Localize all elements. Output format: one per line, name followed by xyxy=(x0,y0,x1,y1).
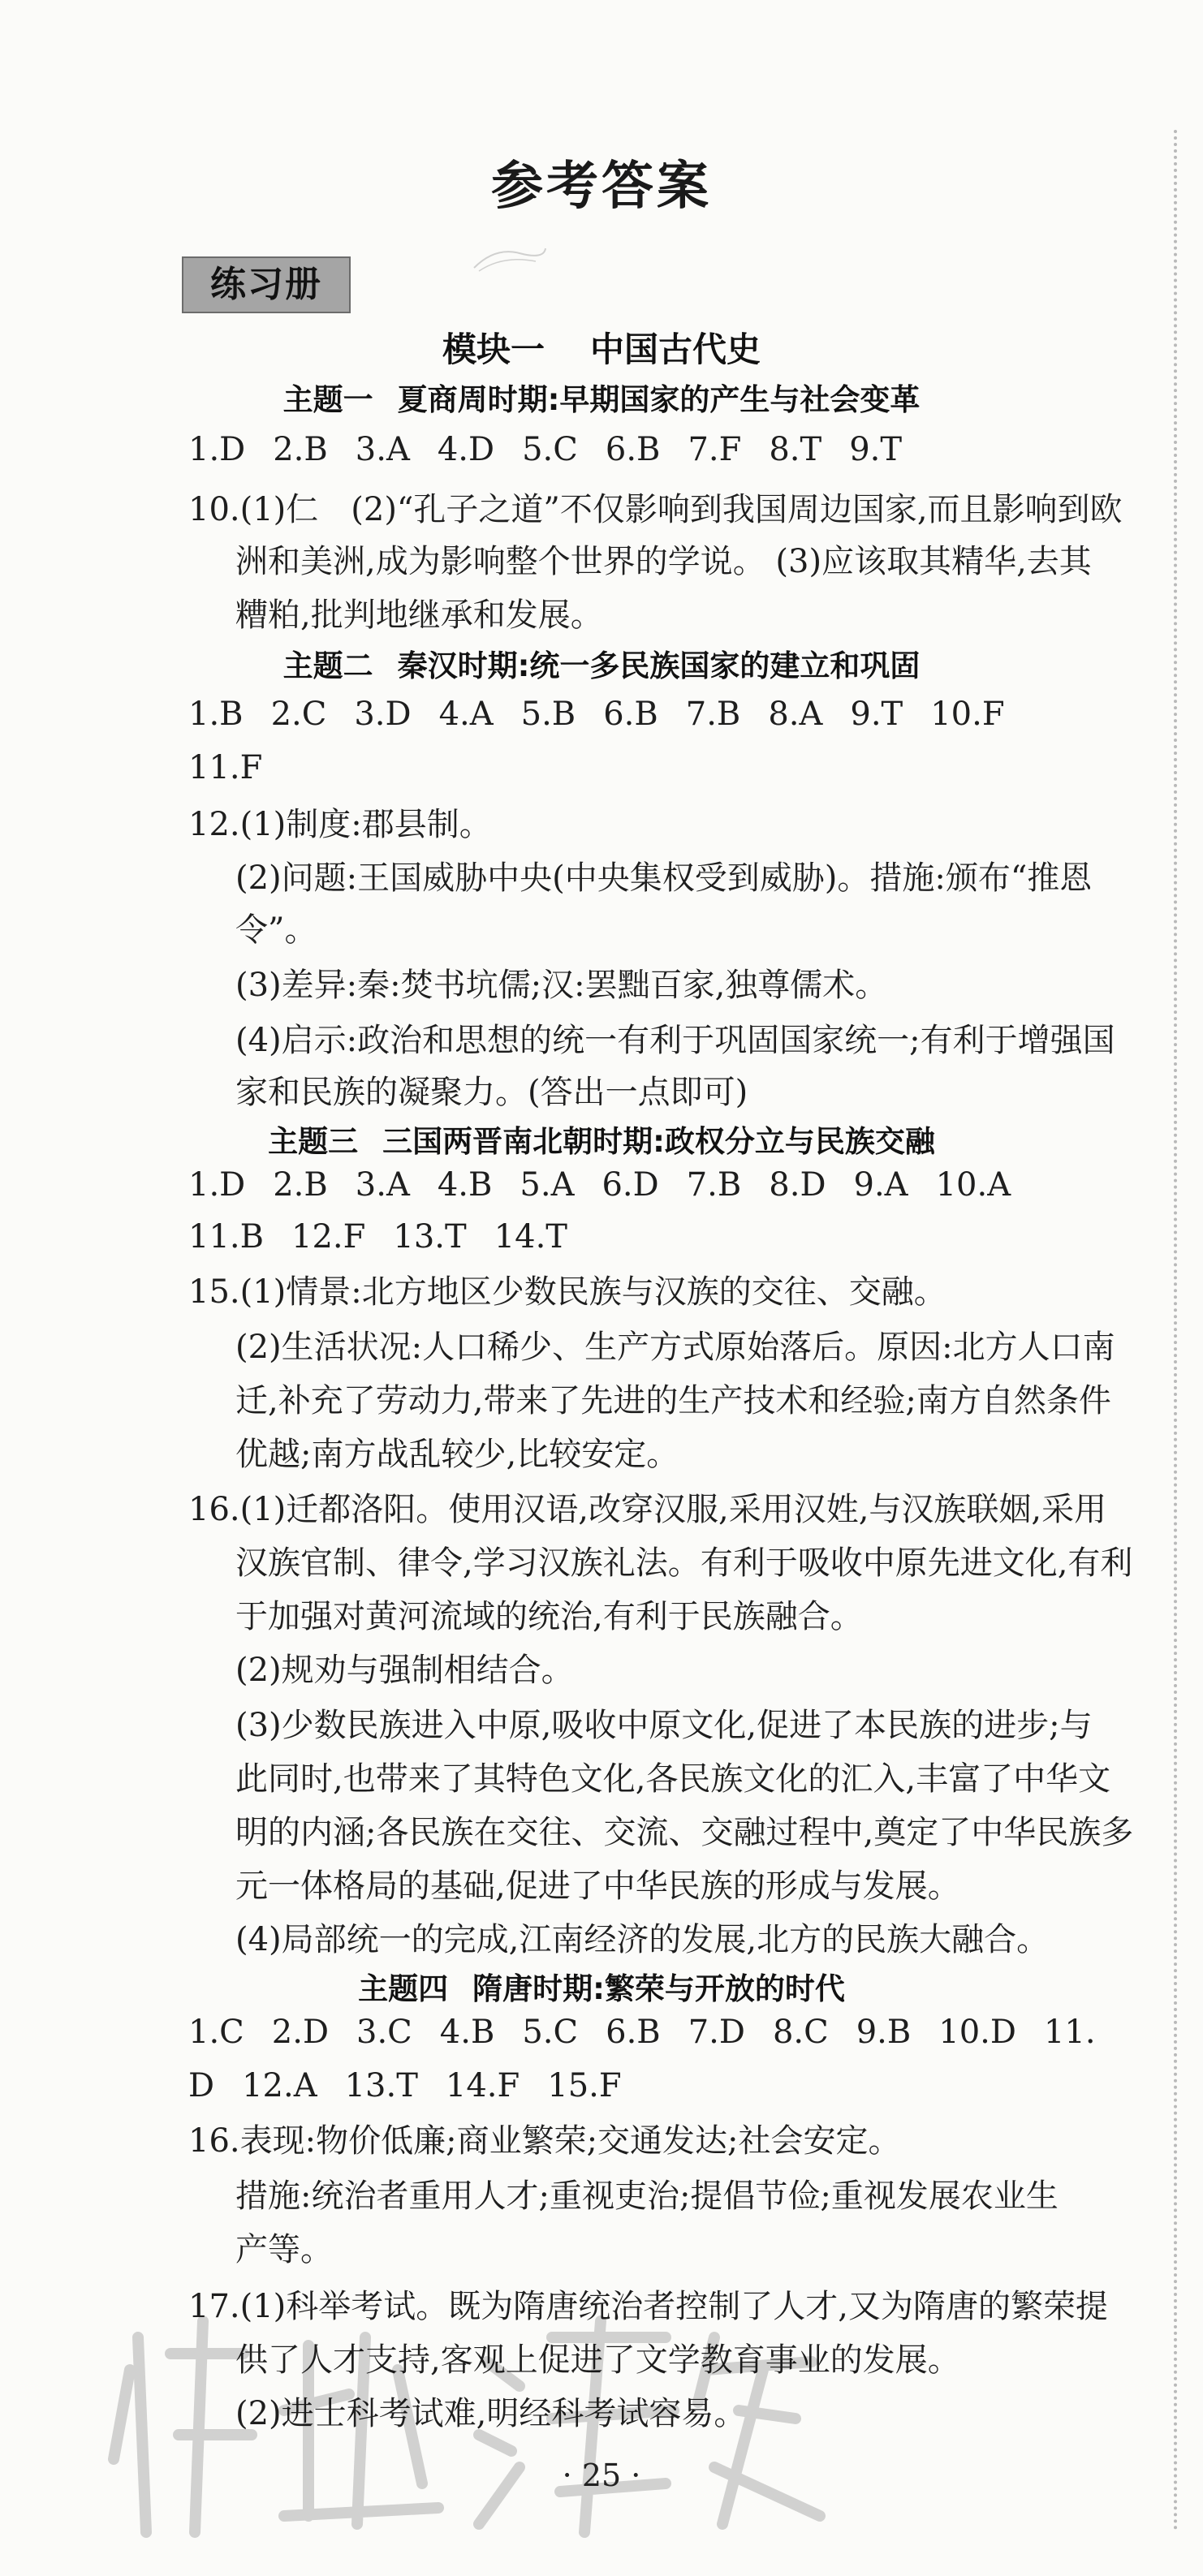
answer-item: 3.C xyxy=(356,2014,412,2051)
answer-item: 6.B xyxy=(605,431,661,468)
module-heading xyxy=(0,323,1203,372)
answer-item: 4.B xyxy=(439,2014,495,2051)
answer-text-line: 15.(1)情景:北方地区少数民族与汉族的交往、交融。 xyxy=(188,1273,946,1311)
answer-item: 10.D xyxy=(938,2014,1016,2051)
faint-stamp-graphic xyxy=(471,242,549,274)
answer-item: 6.B xyxy=(603,696,658,733)
answer-item: 7.F xyxy=(688,431,742,468)
answer-text-line: 16.表现:物价低廉;商业繁荣;交通发达;社会安定。 xyxy=(188,2122,901,2160)
answer-text-line: 于加强对黄河流域的统治,有利于民族融合。 xyxy=(235,1598,863,1635)
topic-title: 秦汉时期:统一多民族国家的建立和巩固 xyxy=(397,648,921,683)
answer-text-line: (4)局部统一的完成,江南经济的发展,北方的民族大融合。 xyxy=(235,1921,1050,1958)
answer-text-line: 10.(1)仁 (2)“孔子之道”不仅影响到我国周边国家,而且影响到欧 xyxy=(188,491,1123,528)
module-number: 模块一 xyxy=(442,330,545,369)
answer-item: 2.B xyxy=(273,1166,328,1204)
answer-item: 9.T xyxy=(850,696,903,733)
answer-item: 9.T xyxy=(849,431,903,468)
answer-item: 10.A xyxy=(935,1166,1011,1204)
answer-text-line: 此同时,也带来了其特色文化,各民族文化的汇入,丰富了中华文 xyxy=(235,1760,1111,1798)
margin-dotted-rule xyxy=(1174,130,1177,2532)
answer-item: 6.D xyxy=(602,1166,659,1204)
answer-item: 2.B xyxy=(273,431,328,468)
choice-answers-row xyxy=(188,691,1005,737)
answer-item: 9.B xyxy=(856,2014,912,2051)
answer-text-line: 洲和美洲,成为影响整个世界的学说。 (3)应该取其精华,去其 xyxy=(235,543,1092,580)
answer-item: 8.C xyxy=(772,2014,829,2051)
choice-answers-row xyxy=(188,1162,1011,1208)
answer-item: 4.B xyxy=(437,1166,493,1204)
answer-text-line: 措施:统治者重用人才;重视吏治;提倡节俭;重视发展农业生 xyxy=(235,2178,1059,2215)
topic-number: 主题三 xyxy=(268,1124,359,1159)
page-title: 参考答案 xyxy=(491,157,712,217)
topic-heading xyxy=(0,375,1203,419)
answer-item: 5.A xyxy=(520,1166,575,1204)
answer-item: 2.D xyxy=(271,2014,330,2051)
topic-heading xyxy=(0,641,1203,685)
answer-text-line: 元一体格局的基础,促进了中华民族的形成与发展。 xyxy=(235,1867,960,1905)
answer-item: 3.D xyxy=(354,696,412,733)
answer-text-line: 明的内涵;各民族在交往、交流、交融过程中,奠定了中华民族多 xyxy=(235,1814,1134,1851)
topic-number: 主题四 xyxy=(358,1971,449,2006)
answer-text-line: 优越;南方战乱较少,比较安定。 xyxy=(235,1436,679,1473)
answer-item: 6.B xyxy=(606,2014,661,2051)
choice-answers-row xyxy=(188,2010,1096,2055)
answer-item: 5.C xyxy=(522,431,578,468)
choice-answers-row xyxy=(188,2063,622,2109)
answer-item: 1.B xyxy=(188,696,244,733)
answer-item: 14.F xyxy=(445,2067,520,2104)
answer-item: 13.T xyxy=(344,2067,418,2104)
topic-title: 三国两晋南北朝时期:政权分立与民族交融 xyxy=(382,1124,935,1159)
answer-text-line: (2)生活状况:人口稀少、生产方式原始落后。原因:北方人口南 xyxy=(235,1329,1115,1366)
answer-item: 4.D xyxy=(437,431,495,468)
answer-text-line: 产等。 xyxy=(235,2231,333,2268)
answer-item: D xyxy=(188,2067,215,2104)
answer-item: 11.B xyxy=(188,1218,265,1256)
module-title: 中国古代史 xyxy=(590,330,761,369)
answer-item: 10.F xyxy=(930,696,1005,733)
section-tag: 练习册 xyxy=(182,256,351,313)
answer-text-line: (3)少数民族进入中原,吸收中原文化,促进了本民族的进步;与 xyxy=(235,1707,1093,1744)
answer-item: 11. xyxy=(1043,2014,1096,2051)
answer-text-line: 11.F xyxy=(188,749,263,786)
answer-text-line: 糟粕,批判地继承和发展。 xyxy=(235,597,603,634)
answer-text-line: 迁,补充了劳动力,带来了先进的生产技术和经验;南方自然条件 xyxy=(235,1382,1111,1419)
answer-text-line: 12.(1)制度:郡县制。 xyxy=(188,806,492,843)
answer-item: 8.T xyxy=(769,431,822,468)
answer-item: 14.T xyxy=(494,1218,567,1256)
answer-text-line: (2)进士科考试难,明经科考试容易。 xyxy=(235,2395,747,2432)
answer-text-line: 家和民族的凝聚力。(答出一点即可) xyxy=(235,1074,748,1111)
answer-item: 9.A xyxy=(853,1166,908,1204)
answer-item: 13.T xyxy=(393,1218,467,1256)
answer-item: 8.D xyxy=(769,1166,826,1204)
answer-text-line: (3)差异:秦:焚书坑儒;汉:罢黜百家,独尊儒术。 xyxy=(235,967,888,1004)
answer-item: 15.F xyxy=(547,2067,622,2104)
answer-text-line: 令”。 xyxy=(235,911,317,949)
answer-item: 5.B xyxy=(520,696,576,733)
answer-item: 7.B xyxy=(685,696,741,733)
answer-text-line: (2)问题:王国威胁中央(中央集权受到威胁)。措施:颁布“推恩 xyxy=(235,859,1093,897)
answer-item: 7.D xyxy=(688,2014,745,2051)
choice-answers-row xyxy=(188,427,902,472)
answer-item: 3.A xyxy=(355,431,410,468)
answer-item: 4.A xyxy=(438,696,494,733)
answer-item: 3.A xyxy=(355,1166,410,1204)
answer-text-line: 16.(1)迁都洛阳。使用汉语,改穿汉服,采用汉姓,与汉族联姻,采用 xyxy=(188,1491,1107,1528)
answer-text-line: 汉族官制、律令,学习汉族礼法。有利于吸收中原先进文化,有利 xyxy=(235,1544,1133,1582)
answer-item: 8.A xyxy=(768,696,823,733)
answer-item: 12.F xyxy=(291,1218,366,1256)
answer-item: 1.C xyxy=(188,2014,244,2051)
answer-item: 2.C xyxy=(270,696,327,733)
answer-text-line: 17.(1)科举考试。既为隋唐统治者控制了人才,又为隋唐的繁荣提 xyxy=(188,2288,1108,2325)
answer-item: 12.A xyxy=(242,2067,317,2104)
choice-answers-row xyxy=(188,1214,567,1260)
topic-number: 主题二 xyxy=(282,648,373,683)
answer-text-line: (2)规劝与强制相结合。 xyxy=(235,1652,574,1689)
page-number: · 25 · xyxy=(562,2458,641,2493)
answer-item: 1.D xyxy=(188,431,246,468)
watermark-graphic xyxy=(97,2272,828,2540)
topic-title: 隋唐时期:繁荣与开放的时代 xyxy=(472,1971,845,2006)
topic-heading xyxy=(0,1964,1203,2008)
answer-text-line: 供了人才支持,客观上促进了文学教育事业的发展。 xyxy=(235,2341,960,2379)
answer-item: 7.B xyxy=(686,1166,742,1204)
answer-item: 1.D xyxy=(188,1166,246,1204)
answer-item: 5.C xyxy=(522,2014,579,2051)
answer-text-line: (4)启示:政治和思想的统一有利于巩固国家统一;有利于增强国 xyxy=(235,1022,1115,1059)
topic-title: 夏商周时期:早期国家的产生与社会变革 xyxy=(397,382,921,417)
topic-heading xyxy=(0,1117,1203,1161)
topic-number: 主题一 xyxy=(282,382,373,417)
